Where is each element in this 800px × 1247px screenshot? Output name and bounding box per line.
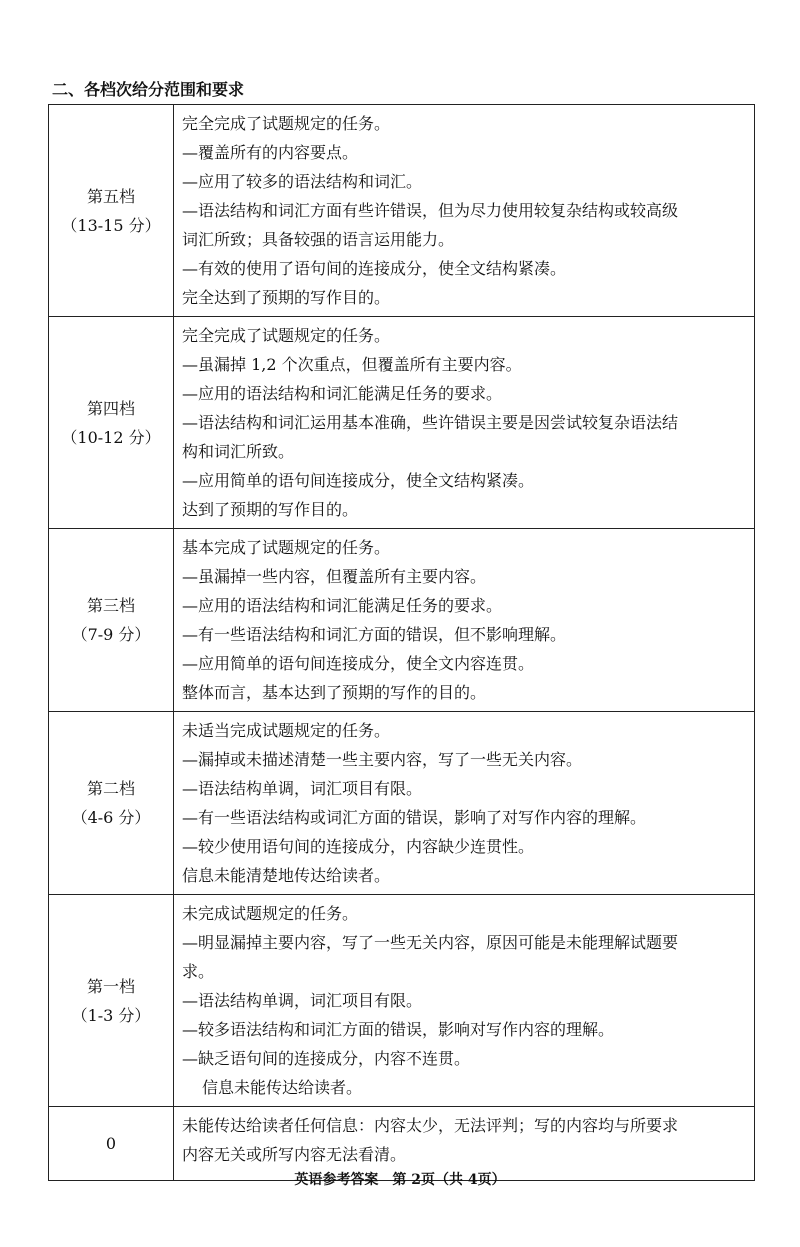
description-line: —较多语法结构和词汇方面的错误，影响对写作内容的理解。 xyxy=(182,1020,615,1039)
level-cell xyxy=(49,529,174,712)
description-line: —应用简单的语句间连接成分，使全文内容连贯。 xyxy=(182,654,535,673)
description-cell xyxy=(174,712,755,895)
description-line: 完全达到了预期的写作目的。 xyxy=(182,288,391,307)
description-line: —语法结构和词汇方面有些许错误，但为尽力使用较复杂结构或较高级 xyxy=(182,201,679,220)
description-line: —语法结构单调，词汇项目有限。 xyxy=(182,779,423,798)
table-row xyxy=(49,712,755,895)
level-name: 0 xyxy=(105,1134,117,1153)
description-line: 基本完成了试题规定的任务。 xyxy=(182,538,391,557)
description-line: —语法结构单调，词汇项目有限。 xyxy=(182,991,423,1010)
description-cell xyxy=(174,895,755,1107)
description-line: 未适当完成试题规定的任务。 xyxy=(182,721,391,740)
description-line: 完全完成了试题规定的任务。 xyxy=(182,326,391,345)
description-line: 构和词汇所致。 xyxy=(182,442,295,461)
description-line: 内容无关或所写内容无法看清。 xyxy=(182,1145,407,1164)
description-cell xyxy=(174,317,755,529)
description-cell xyxy=(174,105,755,317)
description-line: —应用简单的语句间连接成分，使全文结构紧凑。 xyxy=(182,471,535,490)
description-line: 求。 xyxy=(182,962,215,981)
level-name: 第五档 xyxy=(86,186,135,206)
table-row xyxy=(49,105,755,317)
level-range: （1-3 分） xyxy=(71,1005,151,1025)
description-line: 词汇所致；具备较强的语言运用能力。 xyxy=(182,230,455,249)
description-line: 完全完成了试题规定的任务。 xyxy=(182,114,391,133)
level-cell xyxy=(49,317,174,529)
description-line: —漏掉或未描述清楚一些主要内容，写了一些无关内容。 xyxy=(182,750,583,769)
level-range: （4-6 分） xyxy=(71,808,151,827)
scoring-table xyxy=(48,104,755,1181)
description-line: 未能传达给读者任何信息：内容太少，无法评判；写的内容均与所要求 xyxy=(182,1116,679,1135)
level-name: 第三档 xyxy=(86,596,135,615)
level-cell xyxy=(49,712,174,895)
description-line: —语法结构和词汇运用基本准确，些许错误主要是因尝试较复杂语法结 xyxy=(182,413,679,432)
description-cell xyxy=(174,529,755,712)
level-range: （7-9 分） xyxy=(71,625,151,644)
table-row xyxy=(49,529,755,712)
table-row xyxy=(49,895,755,1107)
level-name: 第一档 xyxy=(86,976,135,996)
description-line: —应用的语法结构和词汇能满足任务的要求。 xyxy=(182,596,503,615)
description-line: —较少使用语句间的连接成分，内容缺少连贯性。 xyxy=(182,837,535,856)
page-footer: 英语参考答案 第 2页（共 4页） xyxy=(294,1172,506,1188)
description-line: 未完成试题规定的任务。 xyxy=(182,904,359,923)
description-line: —明显漏掉主要内容，写了一些无关内容，原因可能是未能理解试题要 xyxy=(182,933,679,952)
description-line: —应用了较多的语法结构和词汇。 xyxy=(182,172,423,191)
description-line: 信息未能传达给读者。 xyxy=(202,1078,363,1097)
description-line: —应用的语法结构和词汇能满足任务的要求。 xyxy=(182,384,503,403)
description-line: —缺乏语句间的连接成分，内容不连贯。 xyxy=(182,1049,471,1068)
table-row xyxy=(49,317,755,529)
description-line: —有一些语法结构或词汇方面的错误，影响了对写作内容的理解。 xyxy=(182,808,647,827)
description-line: —虽漏掉一些内容，但覆盖所有主要内容。 xyxy=(182,567,487,586)
level-cell xyxy=(49,895,174,1107)
description-line: —有效的使用了语句间的连接成分，使全文结构紧凑。 xyxy=(182,259,567,278)
description-line: 信息未能清楚地传达给读者。 xyxy=(182,866,391,885)
description-line: 达到了预期的写作目的。 xyxy=(182,500,359,519)
level-name: 第二档 xyxy=(86,779,135,798)
level-range: （13-15 分） xyxy=(61,215,161,235)
level-name: 第四档 xyxy=(86,398,135,418)
description-line: —虽漏掉 1,2 个次重点，但覆盖所有主要内容。 xyxy=(182,355,522,374)
level-cell xyxy=(49,105,174,317)
description-line: 整体而言，基本达到了预期的写作的目的。 xyxy=(182,683,487,702)
level-range: （10-12 分） xyxy=(61,427,161,447)
description-line: —有一些语法结构和词汇方面的错误，但不影响理解。 xyxy=(182,625,567,644)
description-line: —覆盖所有的内容要点。 xyxy=(182,143,359,162)
section-heading: 二、各档次给分范围和要求 xyxy=(52,80,245,99)
